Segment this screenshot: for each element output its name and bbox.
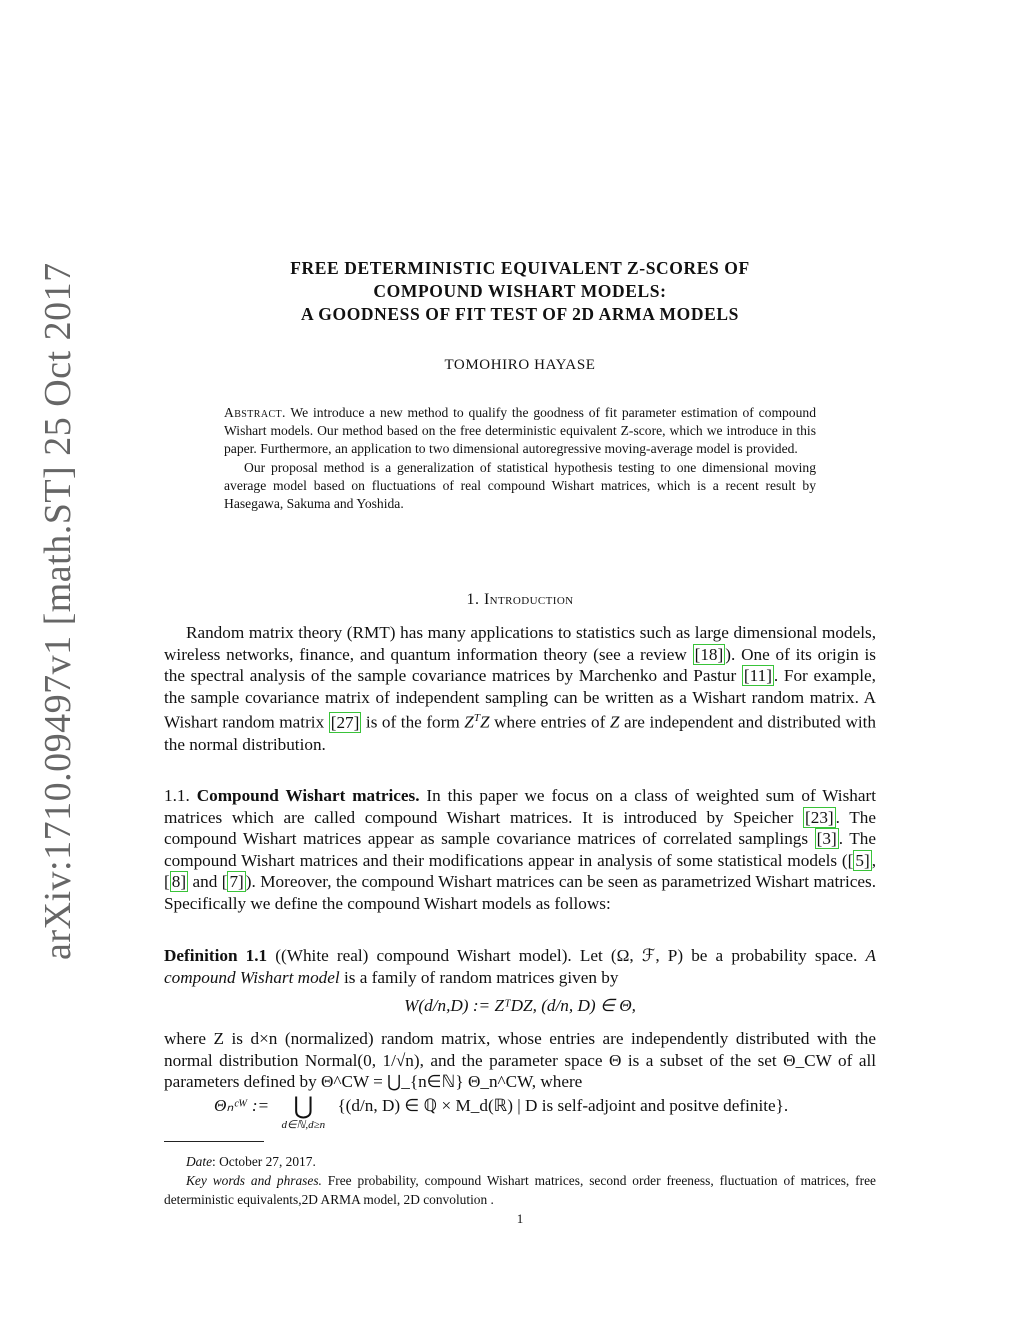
union-symbol: ⋃: [293, 1094, 314, 1120]
abstract: [224, 404, 816, 513]
definition-1-1: Definition 1.1 ((White real) compound Wishart model). Let (Ω, ℱ, P) be a probability space. A compound Wishart model is a family of random matrices given by: [164, 946, 876, 987]
arxiv-sidebar-stamp: arXiv:1710.09497v1 [math.ST] 25 Oct 2017: [37, 262, 79, 960]
citation-link-11[interactable]: [11]: [743, 666, 772, 686]
subsection-compound-wishart: 1.1. Compound Wishart matrices. In this paper we focus on a class of weighted sum of Wishart matrices which are called compound Wishart matrices. It is introduced by Speicher [23] . The compound Wishart matrices appear as sample covariance matrices of correlated samplings [3] . The compound Wishart matrices and their modifications appear in analysis of some statistical models ([ 5] , [ 8] and [ 7] ). Moreover, the compound Wishart matrices can be seen as parametrized Wishart matrices. Specifically we define the compound Wishart models as follows:: [164, 786, 876, 913]
citation-link-5[interactable]: 5]: [855, 850, 870, 870]
subsection-title: Compound Wishart matrices.: [196, 786, 420, 805]
citation-link-18[interactable]: [18]: [694, 644, 724, 664]
footnote-rule: [164, 1141, 264, 1142]
union-subscript: d∈ℕ,d≥n: [281, 1119, 326, 1131]
title-line-3: A GOODNESS OF FIT TEST OF 2D ARMA MODELS: [301, 304, 739, 324]
citation-link-23[interactable]: [23]: [805, 807, 834, 827]
page-number: 1: [516, 1211, 524, 1226]
definition-continuation: where Z is d×n (normalized) random matrix, whose entries are independently distributed with the normal distribution Normal(0, 1/√n), and the parameter space Θ is a subset of the set Θ_CW of all parameters defined by Θ^CW = ⋃_{n∈ℕ} Θ_n^CW, where: [164, 1029, 876, 1092]
title-line-1: FREE DETERMINISTIC EQUIVALENT Z-SCORES OF: [290, 258, 750, 278]
author-name: TOMOHIRO HAYASE: [444, 357, 596, 373]
citation-link-8[interactable]: 8]: [171, 872, 187, 892]
intro-paragraph: Random matrix theory (RMT) has many applications to statistics such as large dimensional models, wireless networks, finance, and quantum information theory (see a review [18] ). One of its origin is the spectral analysis of the sample covariance matrices by Marchenko and Pastur [11] . For example, the sample covariance matrix of independent sampling can be written as a Wishart random matrix. A Wishart random matrix [27] is of the form $Z^TZ$ where entries of Z are independent and distributed with the normal distribution.: [164, 623, 876, 754]
abstract-paragraph-2: Our proposal method is a generalization of statistical hypothesis testing to one dimensional moving average model based on fluctuations of real compound Wishart matrices, which is a recent result by Hasegawa, Sakuma and Yoshida.: [224, 459, 816, 512]
footnotes: Date: October 27, 2017. Key words and phrases. Free probability, compound Wishart matrices, second order freeness, fluctuation of matrices, free deterministic equivalents,2D ARMA model, 2D convolution .: [164, 1154, 876, 1207]
equation-parameter-space: Θₙᶜᵂ := ⋃ d∈ℕ,d≥n {(d/n, D) ∈ ℚ × M_d(ℝ) | D is self-adjoint and positve definite}.: [214, 1094, 789, 1131]
citation-link-7[interactable]: 7]: [229, 872, 244, 892]
subsection-number: 1.1.: [164, 786, 190, 805]
citation-link-27[interactable]: [27]: [330, 713, 360, 733]
section-title: Introduction: [483, 591, 574, 608]
definition-label: Definition 1.1: [164, 946, 268, 965]
equation-compound-wishart-model: W(d/n,D) := ZᵀDZ, (d/n, D) ∈ Θ,: [404, 996, 636, 1015]
citation-link-3[interactable]: [3]: [816, 829, 837, 849]
title-line-2: COMPOUND WISHART MODELS:: [373, 281, 667, 301]
abstract-label: Abstract.: [224, 405, 286, 420]
abstract-paragraph-1: We introduce a new method to qualify the goodness of fit parameter estimation of compound Wishart models. Our method based on the free deterministic equivalent Z-score, which we introduce in this paper. Furthermore, an application to two dimensional autoregressive moving-average model is provided.: [224, 405, 816, 457]
section-heading-introduction: [164, 591, 876, 609]
paper-title: [160, 257, 880, 326]
section-number: 1.: [466, 591, 480, 608]
